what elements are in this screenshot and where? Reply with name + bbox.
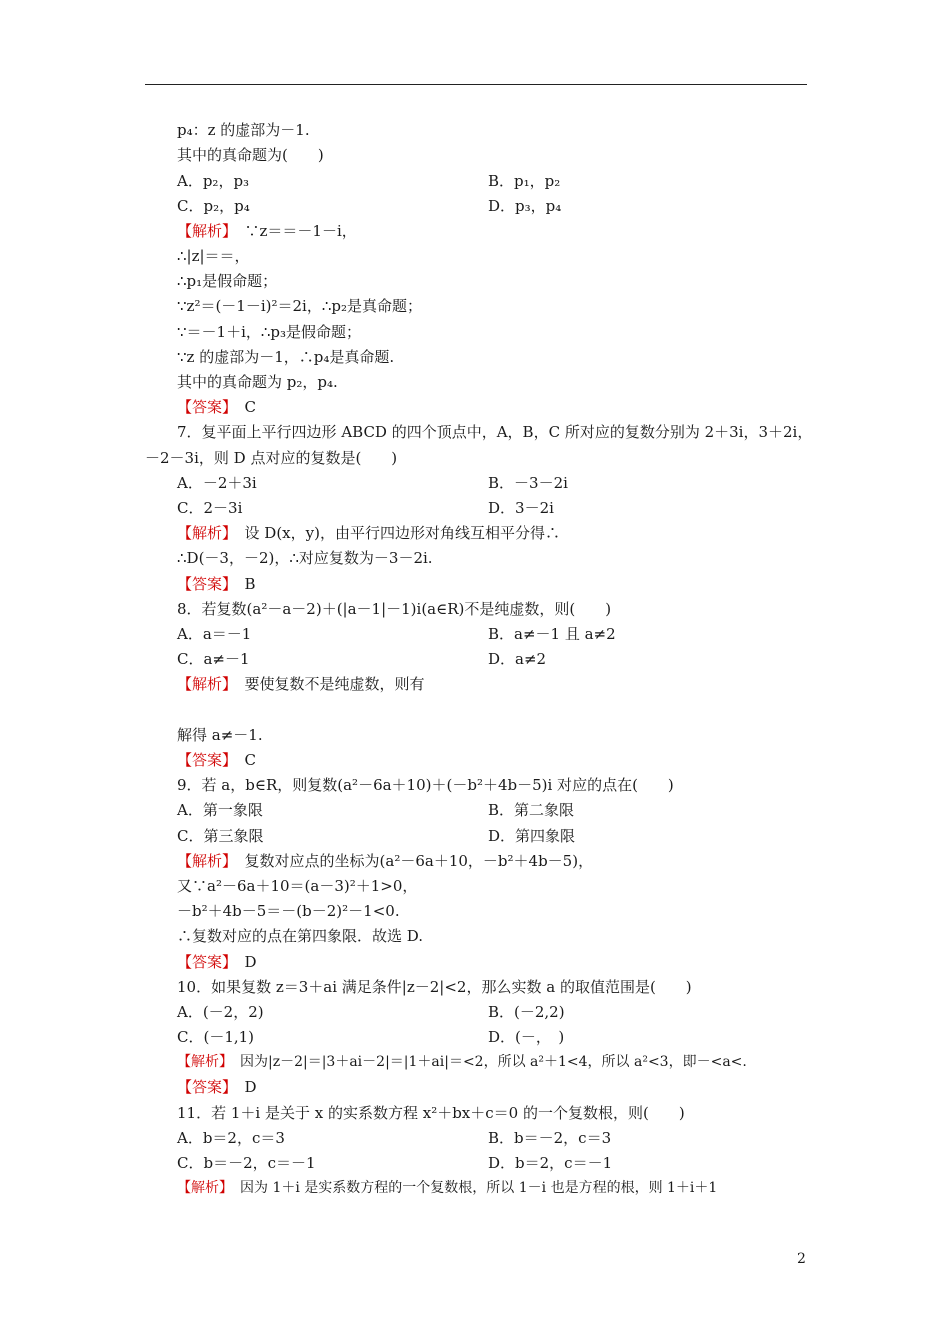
- text-line: －b²＋4b－5＝－(b－2)²－1<0.: [177, 902, 400, 920]
- answer-line: [177, 750, 256, 770]
- option-a: A．第一象限: [177, 801, 263, 819]
- option-d: D．第四象限: [488, 827, 576, 845]
- option-b: B．a≠－1 且 a≠2: [488, 625, 616, 643]
- analysis-line: [177, 851, 593, 871]
- analysis-line: [177, 1178, 717, 1198]
- page-number: 2: [797, 1251, 806, 1267]
- analysis-line: [177, 1052, 747, 1072]
- text-line: 又∵a²－6a＋10＝(a－3)²＋1>0，: [177, 877, 418, 895]
- answer-line: [177, 397, 256, 417]
- text-line: 解得 a≠－1.: [177, 726, 263, 744]
- analysis-text: 要使复数不是纯虚数，则有: [244, 675, 425, 693]
- option-b: B．b＝－2，c＝3: [488, 1129, 612, 1147]
- option-d: D．a≠2: [488, 650, 547, 668]
- text-line: ∵z²＝(－1－i)²＝2i，∴p₂是真命题；: [177, 297, 423, 315]
- answer-tag: 【答案】: [177, 953, 230, 971]
- analysis-tag: 【解析】: [177, 524, 230, 542]
- analysis-text: 因为 1＋i 是实系数方程的一个复数根，所以 1－i 也是方程的根，则 1＋i＋1: [240, 1180, 718, 1196]
- analysis-text: ∵z＝＝－1－i，: [244, 222, 357, 240]
- option-d: D．b＝2，c＝－1: [488, 1154, 613, 1172]
- text-line: ∴复数对应的点在第四象限．故选 D.: [177, 927, 424, 945]
- option-b: B．第二象限: [488, 801, 575, 819]
- option-b: B．(－2,2): [488, 1003, 565, 1021]
- text-line: ∵＝－1＋i，∴p₃是假命题；: [177, 323, 362, 341]
- option-c: C．p₂，p₄: [177, 197, 250, 215]
- option-a: A．a＝－1: [177, 625, 252, 643]
- text-line: p₄：z 的虚部为－1.: [177, 121, 310, 139]
- answer-line: [177, 1077, 257, 1097]
- question-text: 10．如果复数 z＝3＋ai 满足条件|z－2|<2，那么实数 a 的取值范围是( ): [177, 978, 692, 996]
- text-line: 其中的真命题为( ): [177, 146, 324, 164]
- option-c: C．b＝－2，c＝－1: [177, 1154, 316, 1172]
- answer-tag: 【答案】: [177, 1078, 230, 1096]
- question-text: 9．若 a，b∈R，则复数(a²－6a＋10)＋(－b²＋4b－5)i 对应的点在( ): [177, 776, 674, 794]
- header-rule: [145, 84, 807, 85]
- option-c: C．第三象限: [177, 827, 264, 845]
- analysis-line: [177, 221, 357, 241]
- analysis-line: [177, 523, 560, 543]
- option-a: A．(－2，2): [177, 1003, 264, 1021]
- option-d: D．(－， ): [488, 1028, 565, 1046]
- option-c: C．(－1,1): [177, 1028, 255, 1046]
- analysis-tag: 【解析】: [177, 675, 230, 693]
- answer-tag: 【答案】: [177, 575, 230, 593]
- option-a: A．b＝2，c＝3: [177, 1129, 285, 1147]
- analysis-tag: 【解析】: [177, 1054, 226, 1070]
- answer-value: C: [244, 398, 257, 416]
- option-b: B．p₁，p₂: [488, 172, 561, 190]
- question-text: 7．复平面上平行四边形 ABCD 的四个顶点中，A，B，C 所对应的复数分别为 2＋3i，3＋2i，: [177, 423, 813, 441]
- option-a: A．－2＋3i: [177, 474, 257, 492]
- analysis-tag: 【解析】: [177, 222, 230, 240]
- option-d: D．p₃，p₄: [488, 197, 562, 215]
- answer-value: D: [244, 1078, 257, 1096]
- analysis-text: 因为|z－2|＝|3＋ai－2|＝|1＋ai|＝<2，所以 a²＋1<4，所以 a²<3，即－<a<.: [240, 1054, 747, 1070]
- question-text: －2－3i，则 D 点对应的复数是( ): [145, 449, 398, 467]
- option-b: B．－3－2i: [488, 474, 568, 492]
- question-text: 8．若复数(a²－a－2)＋(|a－1|－1)i(a∈R)不是纯虚数，则( ): [177, 600, 612, 618]
- text-line: ∴D(－3，－2)，∴对应复数为－3－2i.: [177, 549, 433, 567]
- question-text: 11．若 1＋i 是关于 x 的实系数方程 x²＋bx＋c＝0 的一个复数根，则( ): [177, 1104, 685, 1122]
- answer-tag: 【答案】: [177, 751, 230, 769]
- text-line: ∴|z|＝＝，: [177, 247, 250, 265]
- analysis-tag: 【解析】: [177, 1180, 226, 1196]
- option-d: D．3－2i: [488, 499, 554, 517]
- answer-tag: 【答案】: [177, 398, 230, 416]
- answer-line: [177, 574, 256, 594]
- option-c: C．2－3i: [177, 499, 243, 517]
- analysis-tag: 【解析】: [177, 852, 230, 870]
- text-line: ∵z 的虚部为－1，∴p₄是真命题.: [177, 348, 395, 366]
- option-a: A．p₂，p₃: [177, 172, 250, 190]
- analysis-text: 设 D(x，y)，由平行四边形对角线互相平分得∴: [244, 524, 560, 542]
- answer-line: [177, 952, 257, 972]
- text-line: 其中的真命题为 p₂，p₄.: [177, 373, 338, 391]
- text-line: ∴p₁是假命题；: [177, 272, 278, 290]
- answer-value: D: [244, 953, 257, 971]
- answer-value: B: [244, 575, 256, 593]
- option-c: C．a≠－1: [177, 650, 250, 668]
- analysis-line: [177, 674, 425, 694]
- answer-value: C: [244, 751, 257, 769]
- analysis-text: 复数对应点的坐标为(a²－6a＋10，－b²＋4b－5)，: [244, 852, 594, 870]
